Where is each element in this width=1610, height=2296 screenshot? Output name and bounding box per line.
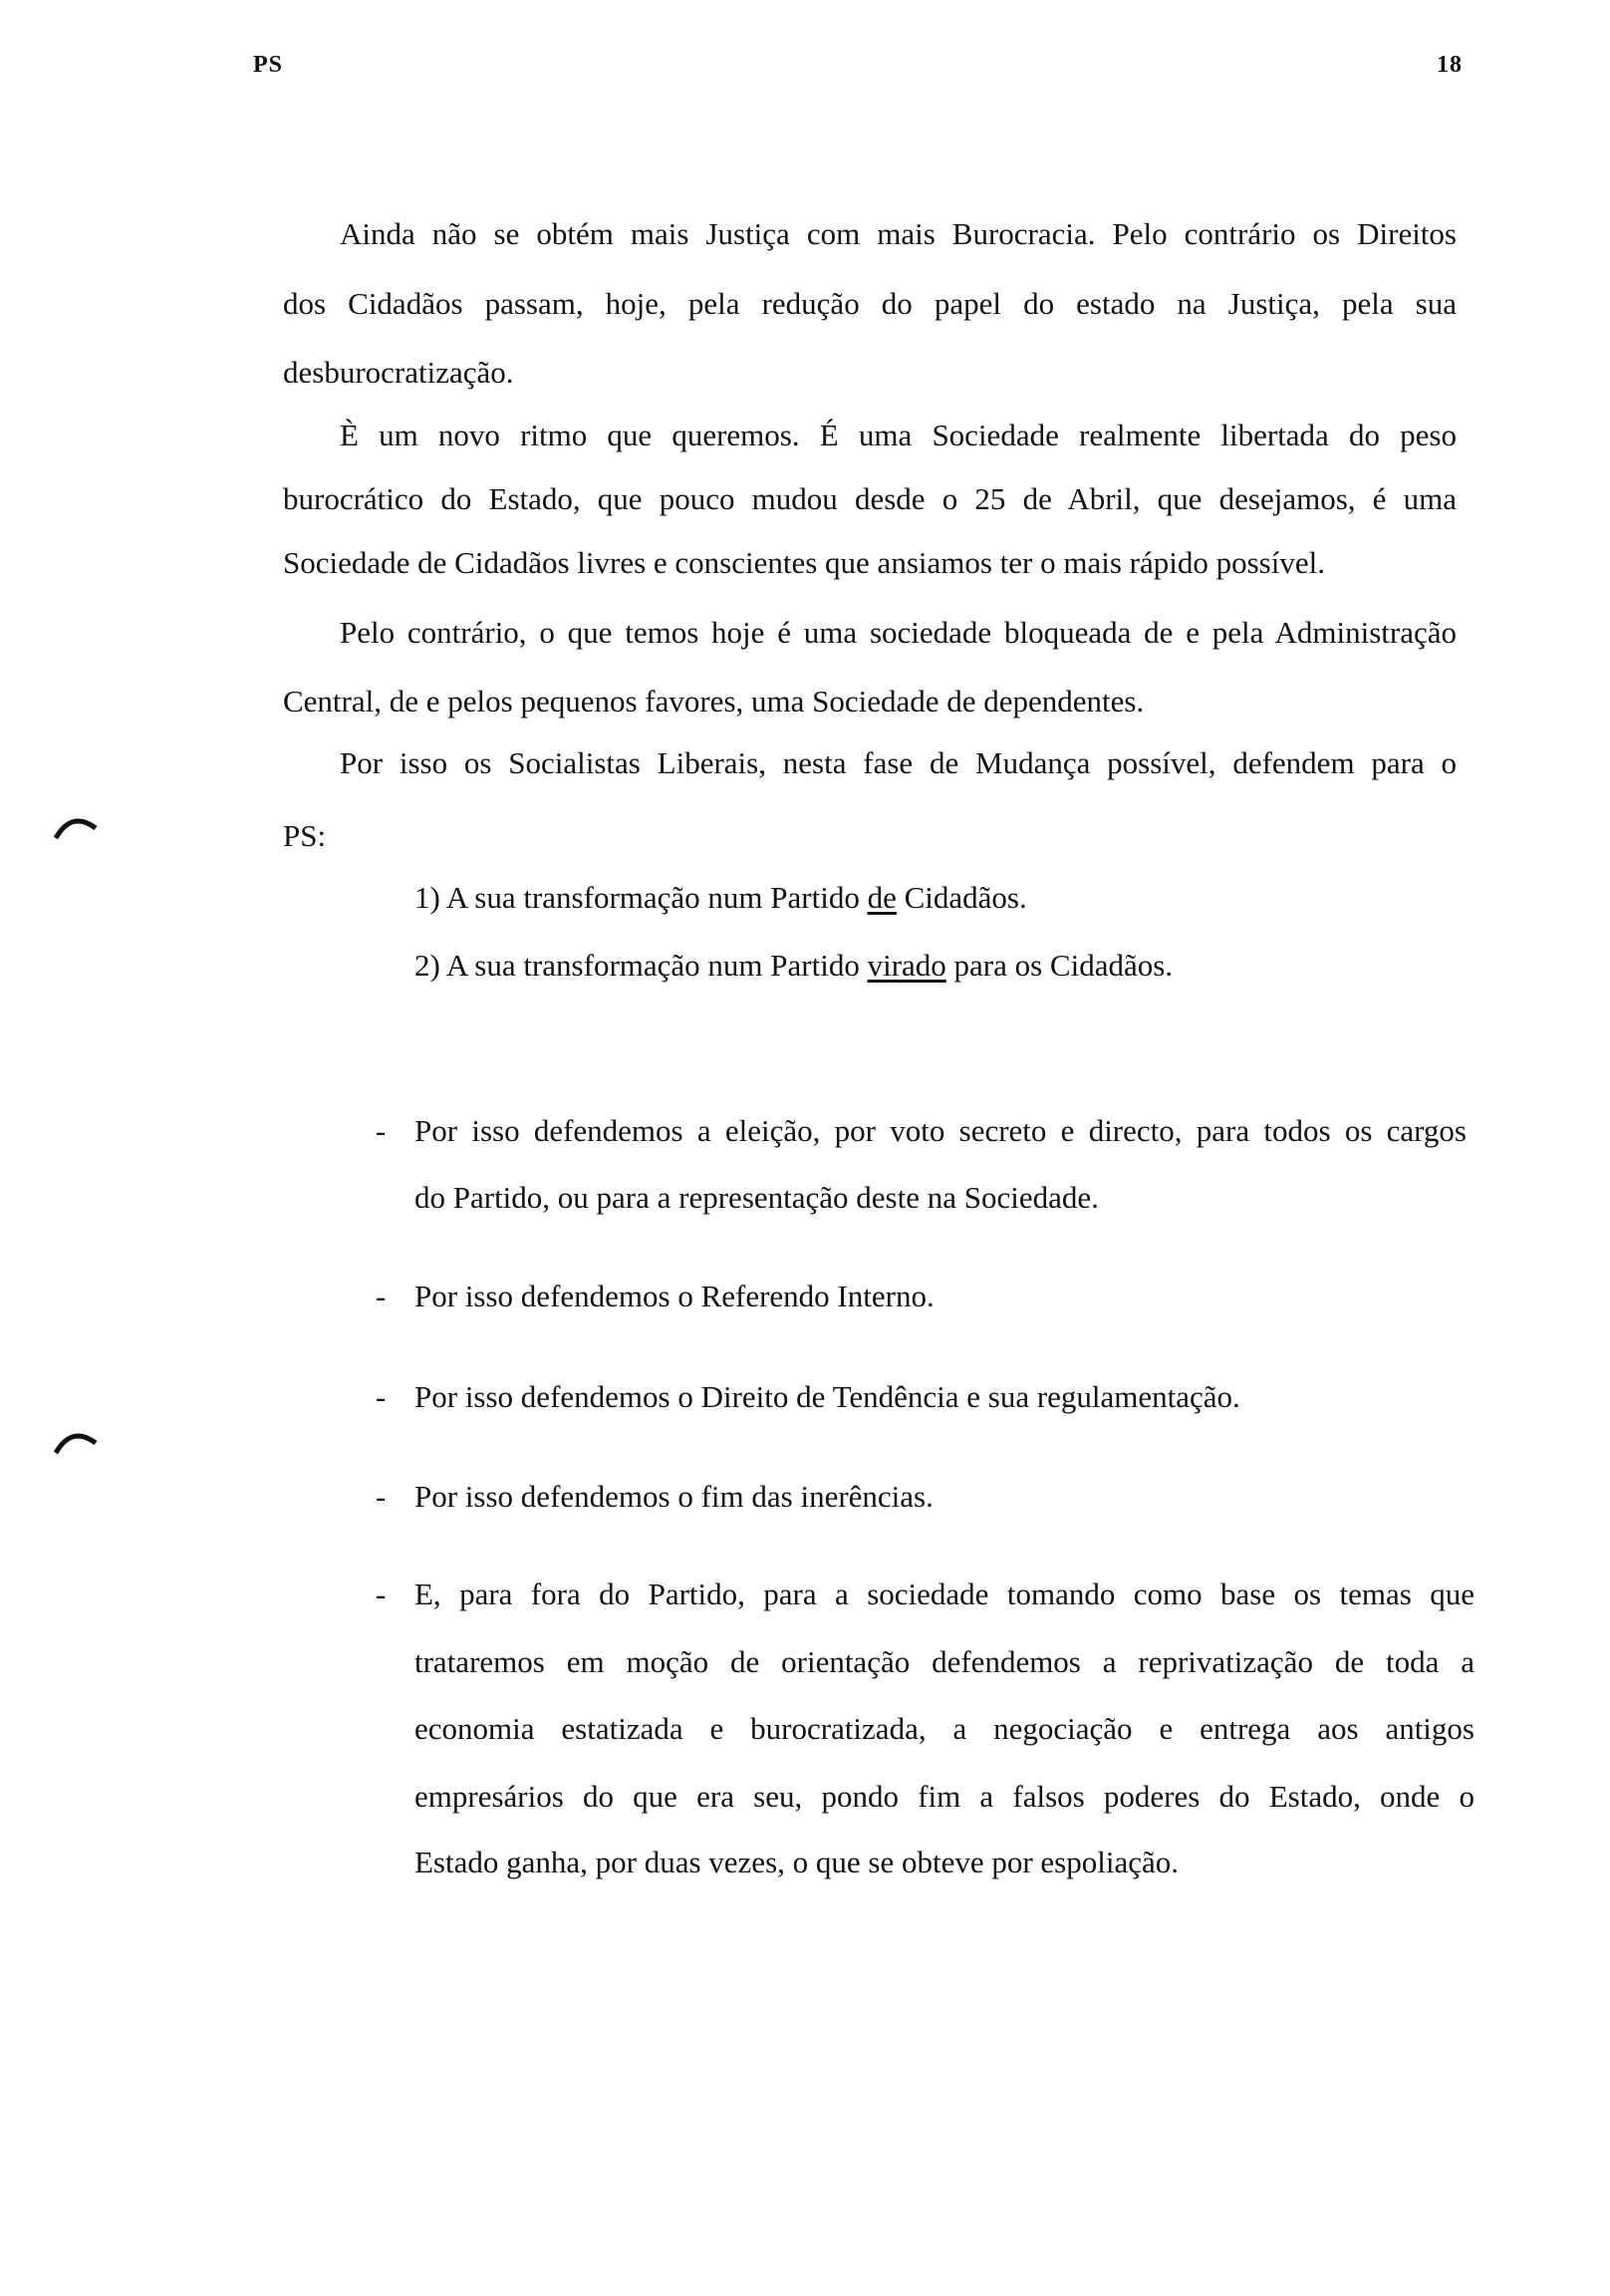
paragraph-line: Ainda não se obtém mais Justiça com mais Burocracia. Pelo contrário os Direitos [340, 216, 1457, 251]
bullet-dash: - [376, 1279, 387, 1313]
page-number: 18 [1437, 52, 1463, 78]
paragraph-line: burocrático do Estado, que pouco mudou desde o 25 de Abril, que desejamos, é uma [283, 481, 1457, 516]
paragraph-line: Sociedade de Cidadãos livres e conscientes que ansiamos ter o mais rápido possível. [283, 545, 1325, 580]
bullet-dash: - [376, 1479, 387, 1514]
bullet-line: Por isso defendemos a eleição, por voto secreto e directo, para todos os cargos [414, 1113, 1467, 1148]
bullet-line: Estado ganha, por duas vezes, o que se obteve por espoliação. [414, 1845, 1179, 1879]
bullet-line: trataremos em moção de orientação defendemos a reprivatização de toda a [414, 1644, 1475, 1679]
emphasis-underlined: virado [867, 948, 946, 983]
paragraph-line: Por isso os Socialistas Liberais, nesta fase de Mudança possível, defendem para o [340, 745, 1457, 780]
bullet-dash: - [376, 1113, 387, 1148]
paragraph-line: Pelo contrário, o que temos hoje é uma sociedade bloqueada de e pela Administração [340, 615, 1457, 650]
bullet-line: Por isso defendemos o Direito de Tendência e sua regulamentação. [414, 1379, 1240, 1414]
bullet-line: do Partido, ou para a representação deste na Sociedade. [414, 1180, 1099, 1215]
bullet-line: economia estatizada e burocratizada, a negociação e entrega aos antigos [414, 1711, 1475, 1746]
punch-hole-arc-icon [52, 1427, 100, 1457]
bullet-line: Por isso defendemos o Referendo Interno. [414, 1279, 935, 1313]
bullet-line: Por isso defendemos o fim das inerências. [414, 1479, 934, 1514]
numbered-item: 2) A sua transformação num Partido virado para os Cidadãos. [414, 948, 1174, 983]
paragraph-line: Central, de e pelos pequenos favores, uma Sociedade de dependentes. [283, 684, 1145, 718]
paragraph-line: desburocratização. [283, 355, 514, 390]
emphasis-underlined: de [867, 880, 897, 915]
bullet-line: empresários do que era seu, pondo fim a falsos poderes do Estado, onde o [414, 1779, 1475, 1814]
bullet-dash: - [376, 1577, 387, 1611]
numbered-item: 1) A sua transformação num Partido de Cidadãos. [414, 880, 1027, 915]
bullet-dash: - [376, 1379, 387, 1414]
paragraph-line: dos Cidadãos passam, hoje, pela redução do papel do estado na Justiça, pela sua [283, 286, 1457, 321]
page-header-left: PS [253, 52, 284, 78]
punch-hole-arc-icon [52, 812, 100, 842]
paragraph-line: È um novo ritmo que queremos. É uma Sociedade realmente libertada do peso [340, 418, 1457, 452]
paragraph-line: PS: [283, 818, 327, 853]
bullet-line: E, para fora do Partido, para a sociedade tomando como base os temas que [414, 1577, 1475, 1611]
